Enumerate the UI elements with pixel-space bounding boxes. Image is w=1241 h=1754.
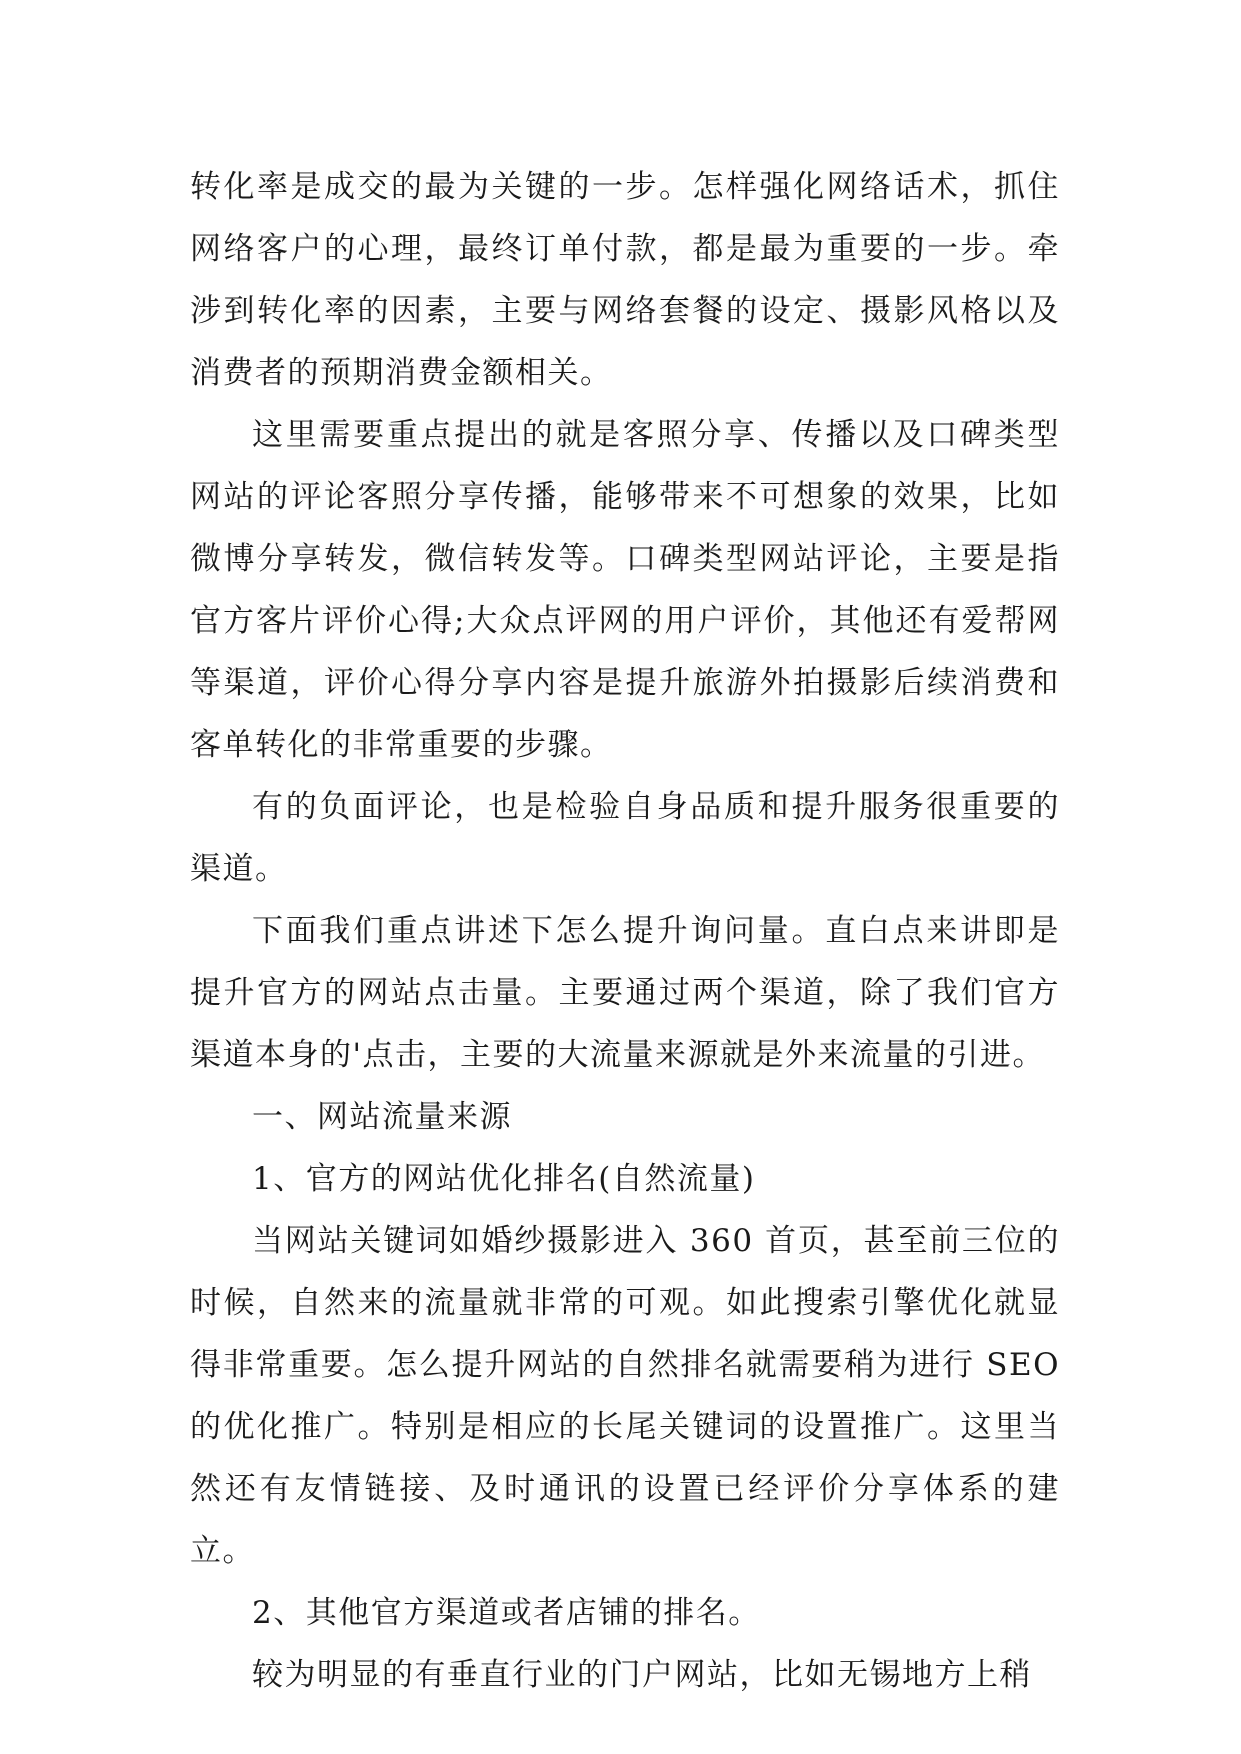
document-body bbox=[190, 156, 1060, 1706]
paragraph-seo-details: 当网站关键词如婚纱摄影进入 360 首页，甚至前三位的时候，自然来的流量就非常的可观。如此搜索引擎优化就显得非常重要。怎么提升网站的自然排名就需要稍为进行 SEO 的优化推广。特别是相应的长尾关键词的设置推广。这里当然还有友情链接、及时通讯的设置已经评价分享体系的建立。 bbox=[190, 1223, 1060, 1569]
subheading-seo-ranking: 1、官方的网站优化排名(自然流量) bbox=[252, 1161, 756, 1197]
paragraph-vertical-portals: 较为明显的有垂直行业的门户网站，比如无锡地方上稍 bbox=[252, 1657, 1032, 1693]
paragraph-conversion-rate: 转化率是成交的最为关键的一步。怎样强化网络话术，抓住网络客户的心理，最终订单付款，都是最为重要的一步。牵涉到转化率的因素，主要与网络套餐的设定、摄影风格以及消费者的预期消费金额相关。 bbox=[190, 169, 1060, 391]
paragraph-inquiry-volume: 下面我们重点讲述下怎么提升询问量。直白点来讲即是提升官方的网站点击量。主要通过两个渠道，除了我们官方渠道本身的'点击，主要的大流量来源就是外来流量的引进。 bbox=[190, 913, 1060, 1073]
subheading-other-channels: 2、其他官方渠道或者店铺的排名。 bbox=[252, 1595, 761, 1631]
paragraph-photo-sharing: 这里需要重点提出的就是客照分享、传播以及口碑类型网站的评论客照分享传播，能够带来不可想象的效果，比如微博分享转发，微信转发等。口碑类型网站评论，主要是指官方客片评价心得;大众点评网的用户评价，其他还有爱帮网等渠道，评价心得分享内容是提升旅游外拍摄影后续消费和客单转化的非常重要的步骤。 bbox=[190, 417, 1060, 763]
section-heading-traffic-sources: 一、网站流量来源 bbox=[252, 1099, 512, 1135]
paragraph-negative-reviews: 有的负面评论，也是检验自身品质和提升服务很重要的渠道。 bbox=[190, 789, 1060, 887]
